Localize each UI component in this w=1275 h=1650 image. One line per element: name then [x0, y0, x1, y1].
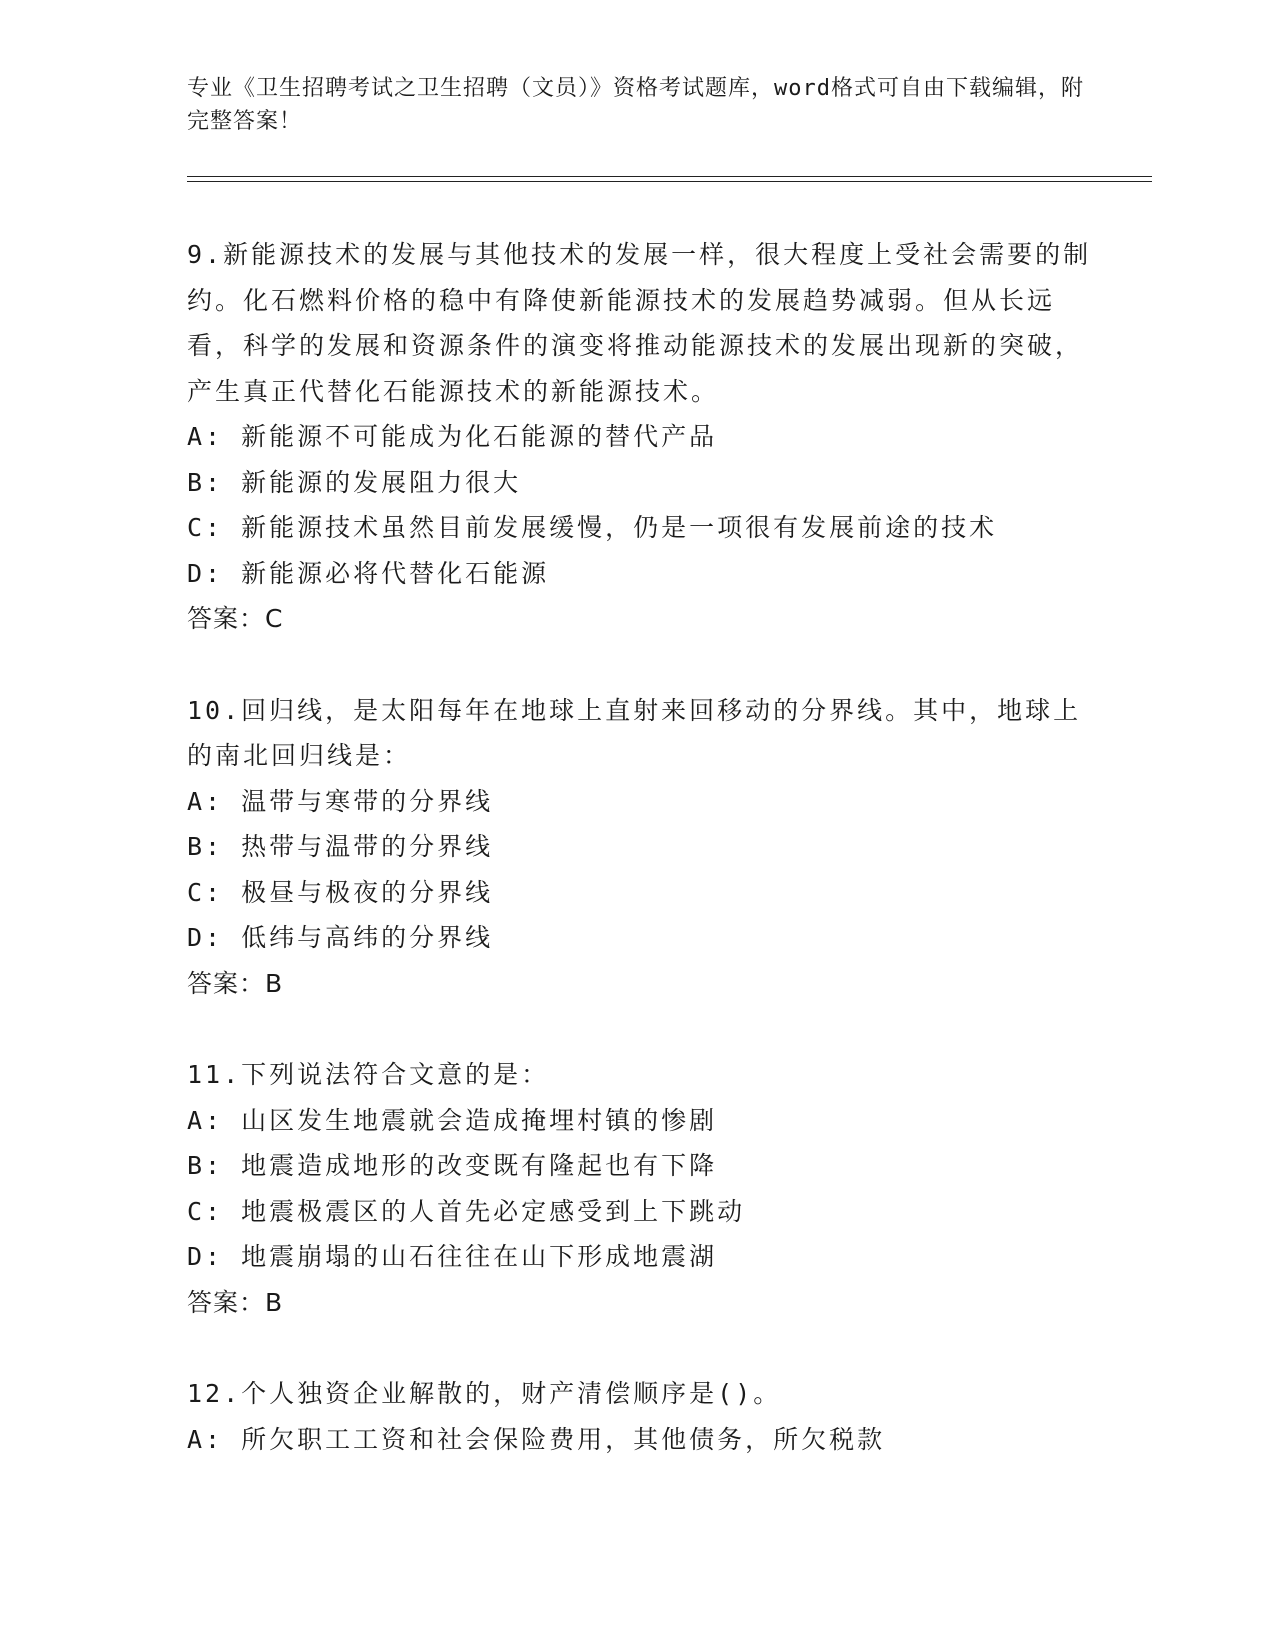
option-d: D: 地震崩塌的山石往往在山下形成地震湖	[187, 1242, 718, 1271]
answer: 答案：C	[187, 604, 284, 633]
document-header: 专业《卫生招聘考试之卫生招聘（文员）》资格考试题库，word格式可自由下载编辑，附完整答案！	[187, 76, 1084, 134]
option-c: C: 新能源技术虽然目前发展缓慢，仍是一项很有发展前途的技术	[187, 513, 998, 542]
question-12	[187, 1371, 1107, 1462]
option-a: A: 山区发生地震就会造成掩埋村镇的惨剧	[187, 1105, 718, 1135]
header-divider-top	[187, 176, 1152, 177]
option-b: B: 地震造成地形的改变既有隆起也有下降	[187, 1151, 718, 1180]
question-list	[187, 232, 1107, 1508]
header-divider-bottom	[187, 181, 1152, 182]
question-stem: 10.回归线，是太阳每年在地球上直射来回移动的分界线。其中，地球上的南北回归线是：	[187, 695, 1082, 770]
question-stem: 11.下列说法符合文意的是：	[187, 1060, 550, 1089]
question-stem: 9.新能源技术的发展与其他技术的发展一样，很大程度上受社会需要的制约。化石燃料价格的稳中有降使新能源技术的发展趋势减弱。但从长远看，科学的发展和资源条件的演变将推动能源技术的发展出现新的突破，产生真正代替化石能源技术的新能源技术。	[187, 240, 1092, 406]
option-d: D: 低纬与高纬的分界线	[187, 923, 494, 952]
answer: 答案：B	[187, 1287, 284, 1317]
option-c: C: 地震极震区的人首先必定感受到上下跳动	[187, 1196, 746, 1226]
option-b: B: 热带与温带的分界线	[187, 832, 494, 861]
question-10	[187, 688, 1107, 1007]
question-9	[187, 232, 1107, 642]
answer: 答案：B	[187, 968, 284, 998]
option-a: A: 新能源不可能成为化石能源的替代产品	[187, 422, 718, 451]
question-stem: 12.个人独资企业解散的，财产清偿顺序是()。	[187, 1379, 782, 1408]
option-d: D: 新能源必将代替化石能源	[187, 558, 550, 588]
option-a: A: 所欠职工工资和社会保险费用，其他债务，所欠税款	[187, 1424, 886, 1454]
option-c: C: 极昼与极夜的分界线	[187, 877, 494, 907]
question-11	[187, 1052, 1107, 1325]
option-a: A: 温带与寒带的分界线	[187, 786, 494, 816]
option-b: B: 新能源的发展阻力很大	[187, 467, 522, 497]
